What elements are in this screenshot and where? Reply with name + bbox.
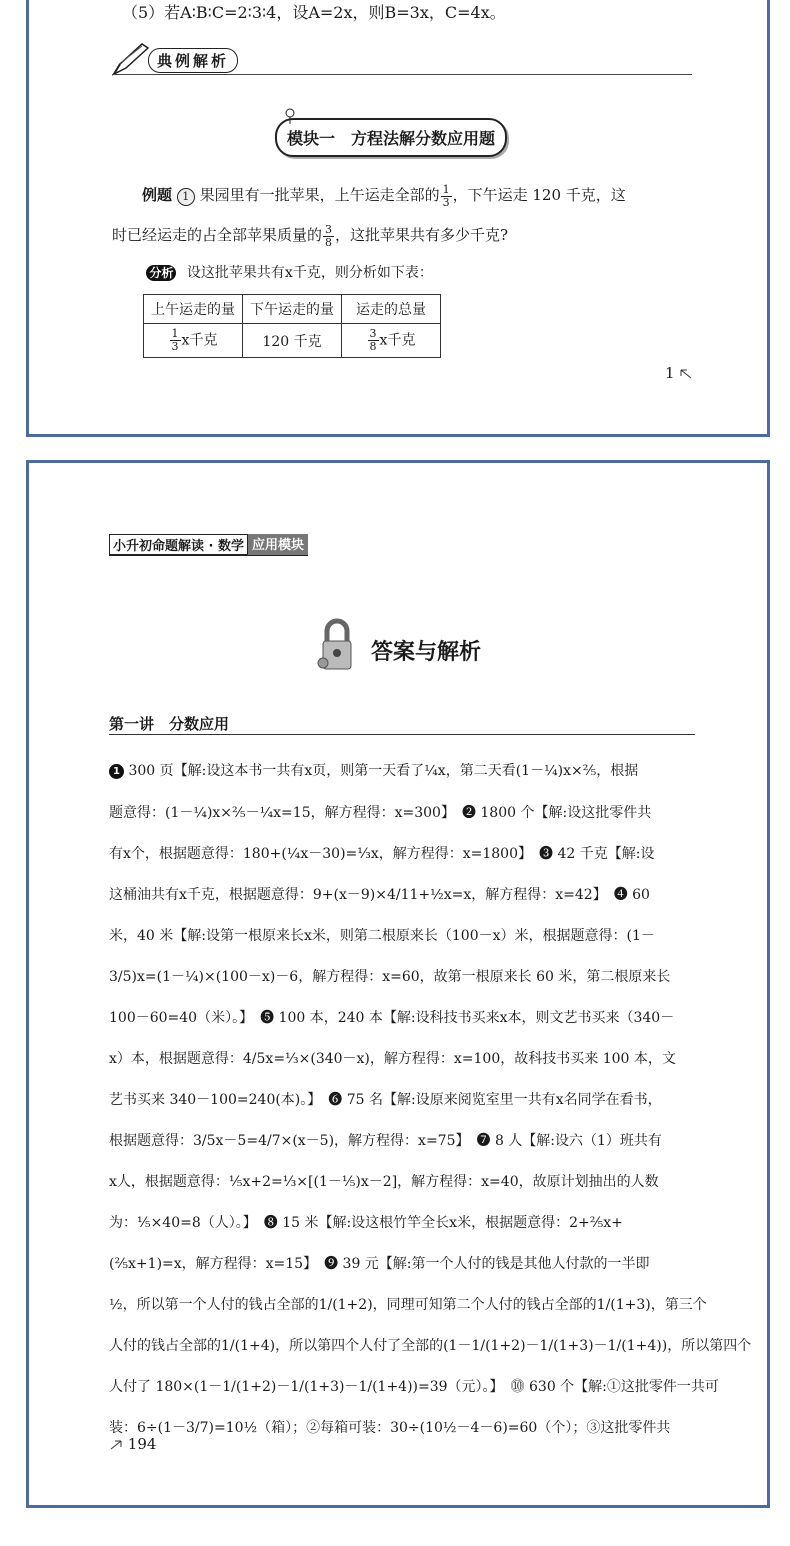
section-banner: [112, 42, 692, 76]
example-line-2: 时已经运走的占全部苹果质量的 $\frac{3}{8}$ ，这批苹果共有多少千克?: [112, 222, 509, 249]
analysis-header: 下午运走的量: [243, 295, 342, 324]
answer-line: 为：⅕×40=8（人）。】 ❽ 15 米【解:设这根竹竿全长x米，根据题意得：2+⅖x+: [109, 1215, 623, 1231]
answer-line: ½，所以第一个人付的钱占全部的1/(1+2)，同理可知第二个人付的钱占全部的1/(1+3)，第三个: [109, 1297, 707, 1313]
page-number: 194: [109, 1435, 156, 1453]
series-label: 小升初命题解读 · 数学: [109, 534, 248, 555]
analysis-cell: $\frac{1}{3}$ x千克: [144, 324, 243, 358]
analysis-table: [143, 294, 441, 358]
answer-line: 题意得：(1－¼)x×⅖－¼x=15，解方程得：x=300】 ❷ 1800 个【解:设这批零件共: [109, 805, 652, 821]
module-label: 应用模块: [248, 534, 308, 555]
answer-line: 根据题意得：3/5x－5=4/7×(x－5)，解方程得：x=75】 ❼ 8 人【解:设六（1）班共有: [109, 1133, 662, 1149]
answer-line: 装：6÷(1－3/7)=10½（箱）；②每箱可装：30÷(10½－4－6)=60（个）；③这批零件共: [109, 1420, 671, 1436]
analysis-line: 分析 设这批苹果共有x千克，则分析如下表：: [112, 256, 692, 290]
lock-icon: [315, 617, 359, 673]
answer-line: 人付的钱占全部的1/(1+4)，所以第四个人付了全部的(1－1/(1+2)－1/(1+3)－1/(1+4))，所以第四个: [109, 1338, 752, 1354]
analysis-cell: 120 千克: [243, 324, 342, 358]
page-top: [26, 0, 770, 437]
corner-arrow-icon: [109, 1439, 123, 1451]
answer-line: (⅖x+1)=x，解方程得：x=15】 ❾ 39 元【解:第一个人付的钱是其他人付款的一半即: [109, 1256, 650, 1272]
example-line-1: 例题 1 果园里有一批苹果，上午运走全部的 $\frac{1}{3}$ ，下午运走 120 千克，这: [142, 182, 626, 209]
lecture-title: 第一讲 分数应用: [109, 713, 695, 735]
running-header: [109, 534, 308, 556]
example-number: 1: [177, 188, 195, 206]
answer-line: 100－60=40（米）。】 ❺ 100 本，240 本【解:设科技书买来x本，则文艺书买来（340－: [109, 1010, 675, 1026]
module-title: 模块一 方程法解分数应用题: [275, 118, 507, 157]
analysis-header: 上午运走的量: [144, 295, 243, 324]
pin-icon: [283, 108, 297, 124]
answer-line: 有x个，根据题意得：180+(¼x－30)=⅓x，解方程得：x=1800】 ❸ 42 千克【解:设: [109, 846, 655, 862]
answer-line: 3/5)x=(1－¼)×(100－x)－6，解方程得：x=60，故第一根原来长 60 米，第二根原来长: [109, 969, 671, 985]
analysis-header: 运走的总量: [342, 295, 441, 324]
analysis-badge: 分析: [146, 265, 176, 281]
page-number: 1: [665, 364, 693, 382]
example-label: 例题: [142, 186, 173, 204]
answer-line: 艺书买来 340－100=240(本)。】 ❻ 75 名【解:设原来阅览室里一共有x名同学在看书，: [109, 1092, 662, 1108]
answers-title: 答案与解析: [371, 640, 482, 665]
answer-line: 米，40 米【解:设第一根原来长x米，则第二根原来长（100－x）米，根据题意得：(1－: [109, 928, 655, 944]
answer-line: 人付了 180×(1－1/(1+2)－1/(1+3)－1/(1+4))=39（元）。】 ⓾ 630 个【解:①这批零件一共可: [109, 1379, 719, 1395]
ratio-line: （5）若A∶B∶C=2∶3∶4，设A=2x，则B=3x，C=4x。: [122, 3, 506, 22]
pen-icon: [112, 42, 152, 76]
answers-body: [109, 749, 752, 1449]
answer-line: 1 300 页【解:设这本书一共有x页，则第一天看了¼x，第二天看(1－¼)x×⅖，根据: [109, 749, 695, 793]
answer-line: x人，根据题意得：⅕x+2=⅓×[(1－⅕)x－2]，解方程得：x=40，故原计划抽出的人数: [109, 1174, 659, 1190]
corner-arrow-icon: [679, 368, 693, 380]
answer-line: 这桶油共有x千克，根据题意得：9+(x－9)×4/11+½x=x，解方程得：x=42】 ❹ 60: [109, 887, 650, 903]
page-bottom: [26, 460, 770, 1508]
answer-line: x）本，根据题意得：4/5x=⅓×(340－x)，解方程得：x=100，故科技书买来 100 本，文: [109, 1051, 676, 1067]
section-banner-label: 典例解析: [148, 48, 238, 73]
analysis-cell: $\frac{3}{8}$ x千克: [342, 324, 441, 358]
